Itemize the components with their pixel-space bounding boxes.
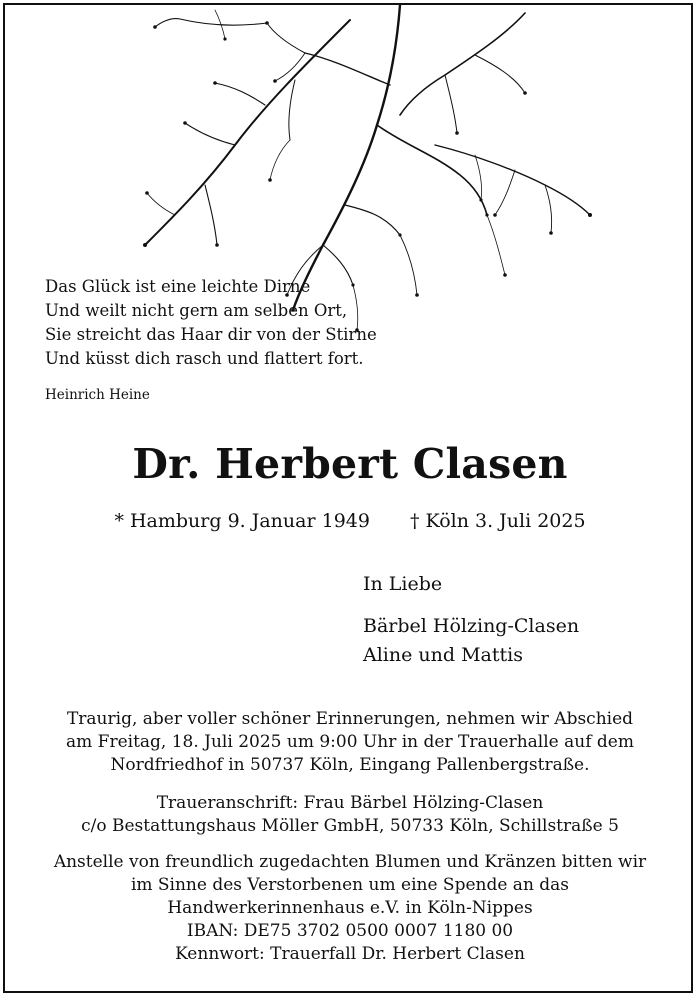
donation-line: Anstelle von freundlich zugedachten Blumen und Kränzen bitten wir xyxy=(53,852,647,872)
donation-line: Handwerkerinnenhaus e.V. in Köln-Nippes xyxy=(167,898,533,918)
poem-line: Das Glück ist eine leichte Dirne xyxy=(45,277,311,296)
family-signature xyxy=(363,570,579,670)
funeral-line: am Freitag, 18. Juli 2025 um 9:00 Uhr in der Trauerhalle auf dem xyxy=(65,732,634,752)
address-line: Traueranschrift: Frau Bärbel Hölzing-Clasen xyxy=(156,793,544,813)
family-intro: In Liebe xyxy=(363,573,443,595)
address-line: c/o Bestattungshaus Möller GmbH, 50733 Köln, Schillstraße 5 xyxy=(81,816,619,836)
poem-line: Und weilt nicht gern am selben Ort, xyxy=(45,301,348,320)
donation-request xyxy=(5,851,693,966)
funeral-line: Nordfriedhof in 50737 Köln, Eingang Pallenbergstraße. xyxy=(110,755,590,775)
donation-iban: IBAN: DE75 3702 0500 0007 1180 00 xyxy=(186,921,514,941)
deceased-name: Dr. Herbert Clasen xyxy=(132,440,568,488)
family-member: Bärbel Hölzing-Clasen xyxy=(363,615,580,637)
poem-line: Sie streicht das Haar dir von der Stirne xyxy=(45,325,377,344)
death-date: † Köln 3. Juli 2025 xyxy=(409,510,586,532)
birth-date: * Hamburg 9. Januar 1949 xyxy=(114,510,370,532)
funeral-notice xyxy=(5,708,693,777)
donation-keyword: Kennwort: Trauerfall Dr. Herbert Clasen xyxy=(175,944,525,964)
funeral-line: Traurig, aber voller schöner Erinnerungen, nehmen wir Abschied xyxy=(66,709,634,729)
donation-line: im Sinne des Verstorbenen um eine Spende an das xyxy=(130,875,570,895)
mourning-address xyxy=(5,792,693,838)
poem-author: Heinrich Heine xyxy=(45,387,150,403)
life-dates xyxy=(5,510,693,532)
family-member: Aline und Mattis xyxy=(363,644,523,666)
poem xyxy=(45,275,377,407)
poem-line: Und küsst dich rasch und flattert fort. xyxy=(45,349,364,368)
obituary-card xyxy=(3,3,693,993)
